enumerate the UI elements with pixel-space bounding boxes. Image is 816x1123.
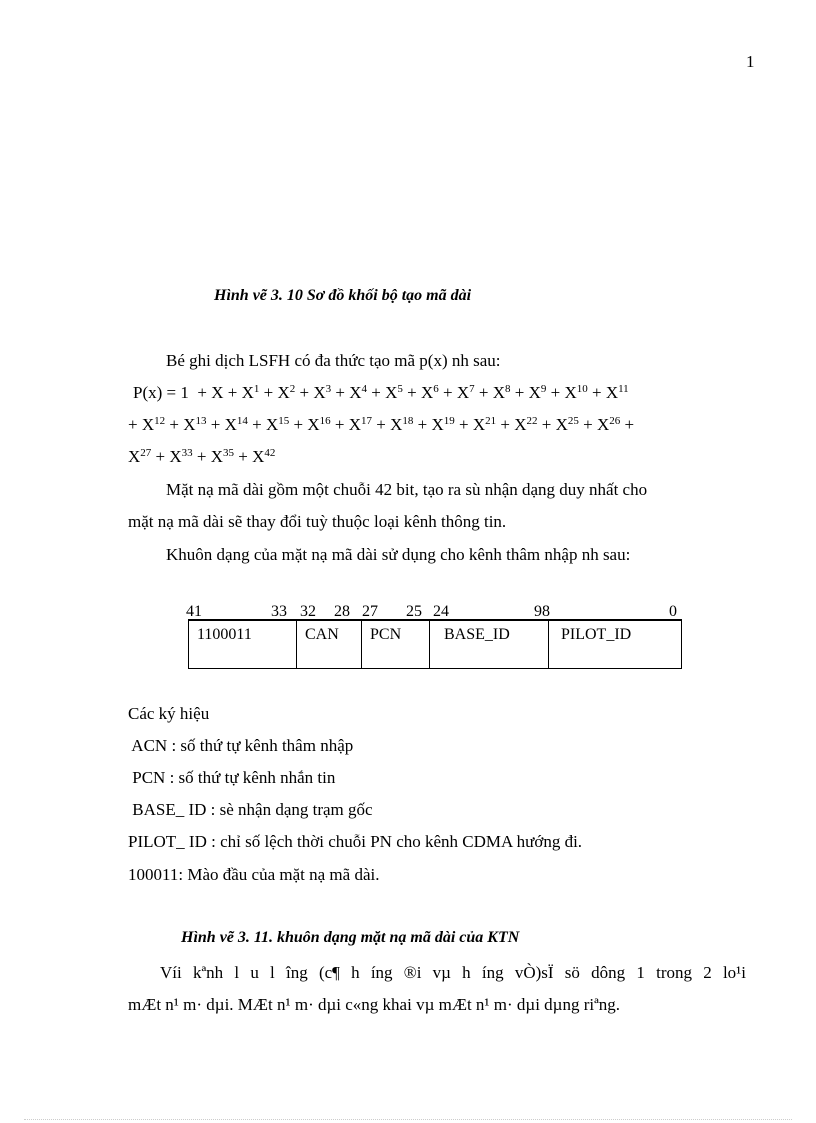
term-base: X bbox=[564, 383, 577, 402]
long-code-mask-table bbox=[188, 620, 682, 669]
polynomial-term bbox=[606, 383, 629, 402]
term-exponent: 19 bbox=[443, 415, 455, 427]
bit-number-27: 27 bbox=[362, 603, 378, 620]
polynomial-term bbox=[128, 447, 151, 466]
polynomial-term bbox=[431, 415, 454, 434]
term-exponent: 7 bbox=[469, 383, 475, 395]
term-exponent: 21 bbox=[485, 415, 497, 427]
term-exponent: 25 bbox=[567, 415, 579, 427]
symbol-base-id: BASE_ ID : sè nhận dạng trạm gốc bbox=[128, 800, 373, 819]
term-exponent: 17 bbox=[361, 415, 372, 427]
term-base: X bbox=[348, 415, 361, 434]
term-exponent: 14 bbox=[236, 415, 248, 427]
polynomial-prefix: P(x) = 1 + X + X bbox=[133, 383, 254, 402]
term-exponent: 42 bbox=[264, 447, 276, 459]
polynomial-term bbox=[266, 415, 289, 434]
term-base: X bbox=[349, 383, 362, 402]
term-exponent: 16 bbox=[319, 415, 331, 427]
mask-field-base-id: BASE_ID bbox=[430, 621, 549, 669]
bit-number-28: 28 bbox=[334, 603, 350, 620]
term-exponent: 3 bbox=[325, 383, 332, 395]
mask-field-can: CAN bbox=[297, 621, 362, 669]
term-base: X bbox=[472, 415, 486, 434]
term-exponent: 18 bbox=[402, 415, 414, 427]
term-base: X bbox=[313, 383, 326, 402]
symbols-heading: Các ký hiệu bbox=[128, 704, 210, 723]
term-base: X bbox=[528, 383, 541, 402]
polynomial-term bbox=[597, 415, 620, 434]
polynomial-term bbox=[514, 415, 537, 434]
polynomial-term bbox=[211, 447, 234, 466]
polynomial-term bbox=[277, 383, 295, 402]
bit-number-0: 0 bbox=[669, 603, 677, 620]
polynomial-term bbox=[349, 415, 372, 434]
format-line: Khuôn dạng của mặt nạ mã dài sử dụng cho kênh thâm nhập nh sau: bbox=[166, 545, 631, 564]
bit-number-24: 24 bbox=[433, 603, 449, 620]
polynomial-term bbox=[313, 383, 331, 402]
bit-number-33: 33 bbox=[271, 603, 287, 620]
intro-line: Bé ghi dịch LSFH có đa thức tạo mã p(x) nh sau: bbox=[166, 351, 501, 370]
mask-paragraph-line-1: Mặt nạ mã dài gồm một chuỗi 42 bit, tạo ra sù nhận dạng duy nhất cho bbox=[166, 480, 648, 499]
term-base: X bbox=[307, 415, 320, 434]
polynomial-term bbox=[421, 383, 439, 402]
symbol-pcn: PCN : số thứ tự kênh nhắn tin bbox=[128, 768, 336, 787]
bit-number-32: 32 bbox=[300, 603, 316, 620]
symbol-acn: ACN : số thứ tự kênh thâm nhập bbox=[128, 736, 354, 755]
term-base: X bbox=[141, 415, 155, 434]
polynomial-term bbox=[556, 415, 579, 434]
term-base: X bbox=[431, 415, 444, 434]
polynomial-term bbox=[183, 415, 206, 434]
page-number: 1 bbox=[746, 52, 755, 71]
term-base: X bbox=[169, 447, 182, 466]
polynomial-line-2: + $X^{12} + X^{13} + X^{14} + X^{15} + X^{16} + X^{17} + X^{18} + X^{19} + X^{21} + X^{22} + X^{25} + X^{26}$ + bbox=[128, 415, 635, 434]
term-base: X bbox=[183, 415, 196, 434]
term-exponent: 9 bbox=[540, 383, 547, 395]
term-base: X bbox=[385, 383, 398, 402]
term-base: X bbox=[420, 383, 434, 402]
polynomial-term bbox=[385, 383, 403, 402]
garbled-line-1: Víi kªnh l u l îng (c¶ h íng ®i vµ h íng vÒ)sÏ sö dông 1 trong 2 lo¹i bbox=[160, 963, 746, 982]
figure-caption-3-10: Hình vẽ 3. 10 Sơ đồ khối bộ tạo mã dài bbox=[214, 287, 472, 304]
symbol-preamble: 100011: Mào đầu của mặt nạ mã dài. bbox=[128, 865, 380, 884]
polynomial-term bbox=[349, 383, 367, 402]
bit-number-41: 41 bbox=[186, 603, 202, 620]
table-row bbox=[189, 621, 682, 669]
term-exponent: 13 bbox=[195, 415, 207, 427]
polynomial-term bbox=[252, 447, 275, 466]
term-base: X bbox=[605, 383, 619, 402]
polynomial-term bbox=[457, 383, 475, 402]
term-base: X bbox=[224, 415, 237, 434]
term-base: X bbox=[596, 415, 610, 434]
polynomial-term bbox=[493, 383, 511, 402]
term-base: X bbox=[555, 415, 568, 434]
term-base: X bbox=[390, 415, 403, 434]
polynomial-term bbox=[169, 447, 192, 466]
term-exponent: 6 bbox=[433, 383, 439, 395]
mask-paragraph-line-2: mặt nạ mã dài sẽ thay đổi tuỳ thuộc loại kênh thông tin. bbox=[128, 512, 507, 531]
term-base: X bbox=[252, 447, 265, 466]
polynomial-term bbox=[142, 415, 165, 434]
term-base: X bbox=[265, 415, 279, 434]
symbol-pilot-id: PILOT_ ID : chỉ số lệch thời chuỗi PN cho kênh CDMA hướng đi. bbox=[128, 832, 583, 851]
polynomial-term bbox=[390, 415, 413, 434]
page-bottom-divider bbox=[24, 1119, 792, 1120]
polynomial-term bbox=[307, 415, 330, 434]
term-base: X bbox=[128, 447, 141, 466]
polynomial-line-3: $X^{27} + X^{33} + X^{35} + X^{42}$ bbox=[128, 447, 276, 466]
term-exponent: 35 bbox=[223, 447, 235, 459]
polynomial-line-1: $P(x) = 1 + X + X^1 + X^2 + X^3 + X^4 + X^5 + X^6 + X^7 + X^8 + X^9 + X^{10} + X^{11}$ bbox=[133, 383, 629, 402]
term-exponent: 4 bbox=[361, 383, 367, 395]
mask-field-header: 1100011 bbox=[189, 621, 297, 669]
bit-number-98: 98 bbox=[534, 603, 550, 620]
polynomial-term bbox=[529, 383, 547, 402]
term-exponent: 26 bbox=[609, 415, 621, 427]
term-exponent: 1 bbox=[253, 383, 260, 395]
term-base: X bbox=[210, 447, 224, 466]
term-exponent: 2 bbox=[289, 383, 296, 395]
polynomial-term bbox=[225, 415, 248, 434]
figure-caption-3-11: Hình vẽ 3. 11. khuôn dạng mặt nạ mã dài của KTN bbox=[181, 929, 520, 946]
term-base: X bbox=[277, 383, 290, 402]
term-exponent: 33 bbox=[181, 447, 193, 459]
term-base: X bbox=[492, 383, 505, 402]
term-exponent: 5 bbox=[397, 383, 403, 395]
term-exponent: 27 bbox=[140, 447, 152, 459]
garbled-line-2: mÆt n¹ m· dµi. MÆt n¹ m· dµi c«ng khai vµ mÆt n¹ m· dµi dµng riªng. bbox=[128, 995, 621, 1014]
term-base: X bbox=[514, 415, 527, 434]
term-exponent: 10 bbox=[576, 383, 588, 395]
term-exponent: 12 bbox=[154, 415, 166, 427]
term-exponent: 15 bbox=[278, 415, 290, 427]
mask-field-pcn: PCN bbox=[362, 621, 430, 669]
term-exponent: 22 bbox=[526, 415, 538, 427]
term-exponent: 8 bbox=[504, 383, 511, 395]
mask-field-pilot-id: PILOT_ID bbox=[549, 621, 682, 669]
term-base: X bbox=[456, 383, 470, 402]
polynomial-term bbox=[473, 415, 496, 434]
term-exponent: 11 bbox=[618, 383, 629, 395]
bit-number-25: 25 bbox=[406, 603, 422, 620]
polynomial-term bbox=[564, 383, 587, 402]
